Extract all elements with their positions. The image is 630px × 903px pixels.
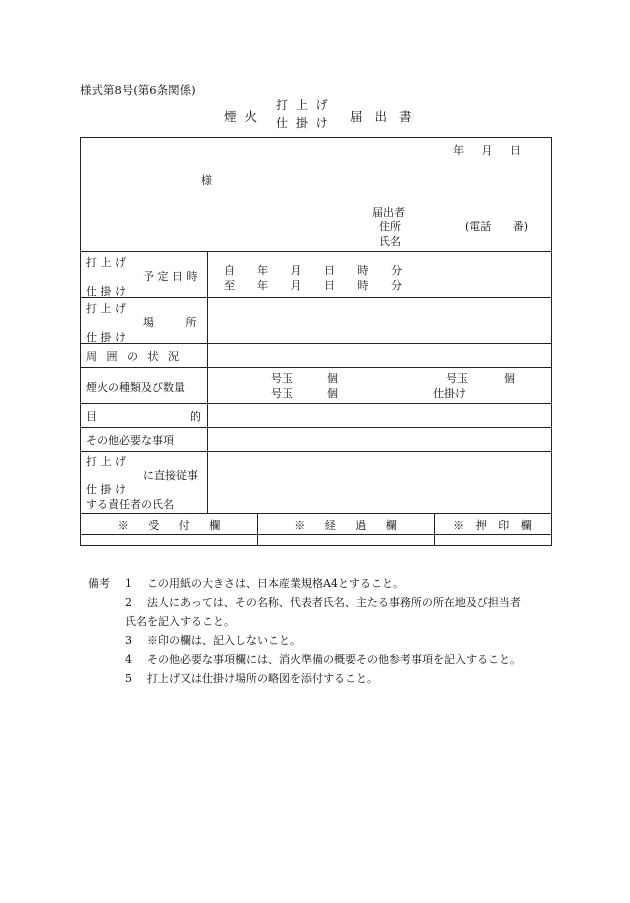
schedule-from-prefix: 自 (224, 264, 235, 277)
fireworks-shell-size-2: 号玉 (271, 387, 293, 400)
note-number: 5 (125, 672, 132, 685)
fireworks-shell-size-1: 号玉 (271, 372, 293, 385)
note-text: 法人にあっては、その名称、代表者氏名、主たる事務所の所在地及び担当者 (147, 596, 521, 609)
note-text-continued: 氏名を記入すること。 (125, 615, 235, 628)
note-number: 1 (125, 577, 132, 590)
schedule-to-line: 年 月 日 時 分 (257, 279, 402, 292)
schedule-to-prefix: 至 (224, 279, 235, 292)
form-number-label: 様式第8号(第6条関係) (80, 83, 196, 97)
title-option-uchiage: 打 上 げ (276, 98, 330, 112)
address-label: 住所 (379, 220, 401, 233)
fireworks-label: 煙火の種類及び数量 (86, 381, 185, 394)
rule (81, 251, 551, 252)
rule (81, 403, 551, 404)
progress-header: ※ 経 過 欄 (294, 519, 397, 532)
title-options (276, 96, 330, 132)
title-prefix: 煙 火 (224, 109, 259, 124)
surroundings-label: 周 囲 の 状 況 (86, 350, 179, 363)
name-label: 氏名 (379, 235, 401, 248)
schedule-label-mid: 予 定 日 時 (143, 270, 198, 283)
note-text: その他必要な事項欄には、消火準備の概要その他参考事項を記入すること。 (147, 653, 521, 666)
rule (81, 534, 551, 535)
form-table (80, 137, 552, 546)
other-label: その他必要な事項 (86, 434, 174, 447)
rule (81, 297, 551, 298)
location-label-bottom: 仕 掛 け (86, 331, 126, 344)
phone-field: (電話 番) (465, 220, 529, 233)
note-text: ※印の欄は、記入しないこと。 (147, 634, 301, 647)
date-field: 年 月 日 (453, 144, 521, 157)
rule (81, 367, 551, 368)
fireworks-count-2: 個 (327, 387, 338, 400)
note-number: 2 (125, 596, 132, 609)
purpose-label: 目 的 (86, 410, 201, 423)
note-text: この用紙の大きさは、日本産業規格A4とすること。 (147, 577, 404, 590)
notes-label: 備考 (88, 577, 110, 590)
note-number: 4 (125, 653, 132, 666)
location-label-mid: 場 所 (143, 316, 197, 329)
note-number: 3 (125, 634, 132, 647)
rule (81, 343, 551, 344)
responsible-label-1: 打 上 げ (86, 455, 126, 468)
title-option-shikake: 仕 掛 け (276, 116, 330, 130)
fireworks-set-pieces: 仕掛け (433, 387, 466, 400)
schedule-label-bottom: 仕 掛 け (86, 285, 126, 298)
responsible-label-3: 仕 掛 け (86, 483, 126, 496)
fireworks-shell-size-3: 号玉 (446, 372, 468, 385)
rule (81, 513, 551, 514)
notifier-label: 届出者 (372, 206, 405, 219)
rule (207, 251, 208, 513)
rule (81, 427, 551, 428)
location-label-top: 打 上 げ (86, 302, 126, 315)
responsible-label-4: する責任者の氏名 (86, 498, 174, 511)
schedule-from-line: 年 月 日 時 分 (257, 264, 402, 277)
addressee-suffix: 様 (201, 174, 212, 187)
fireworks-count-1: 個 (327, 372, 338, 385)
rule (81, 451, 551, 452)
fireworks-count-3: 個 (504, 372, 515, 385)
reception-header: ※ 受 付 欄 (117, 519, 221, 532)
note-text: 打上げ又は仕掛け場所の略図を添付すること。 (147, 672, 378, 685)
responsible-label-2: に直接従事 (143, 469, 198, 482)
notes-section (88, 574, 521, 688)
seal-header: ※ 押 印 欄 (453, 519, 532, 532)
schedule-label-top: 打 上 げ (86, 256, 126, 269)
title-suffix: 届 出 書 (350, 109, 416, 124)
